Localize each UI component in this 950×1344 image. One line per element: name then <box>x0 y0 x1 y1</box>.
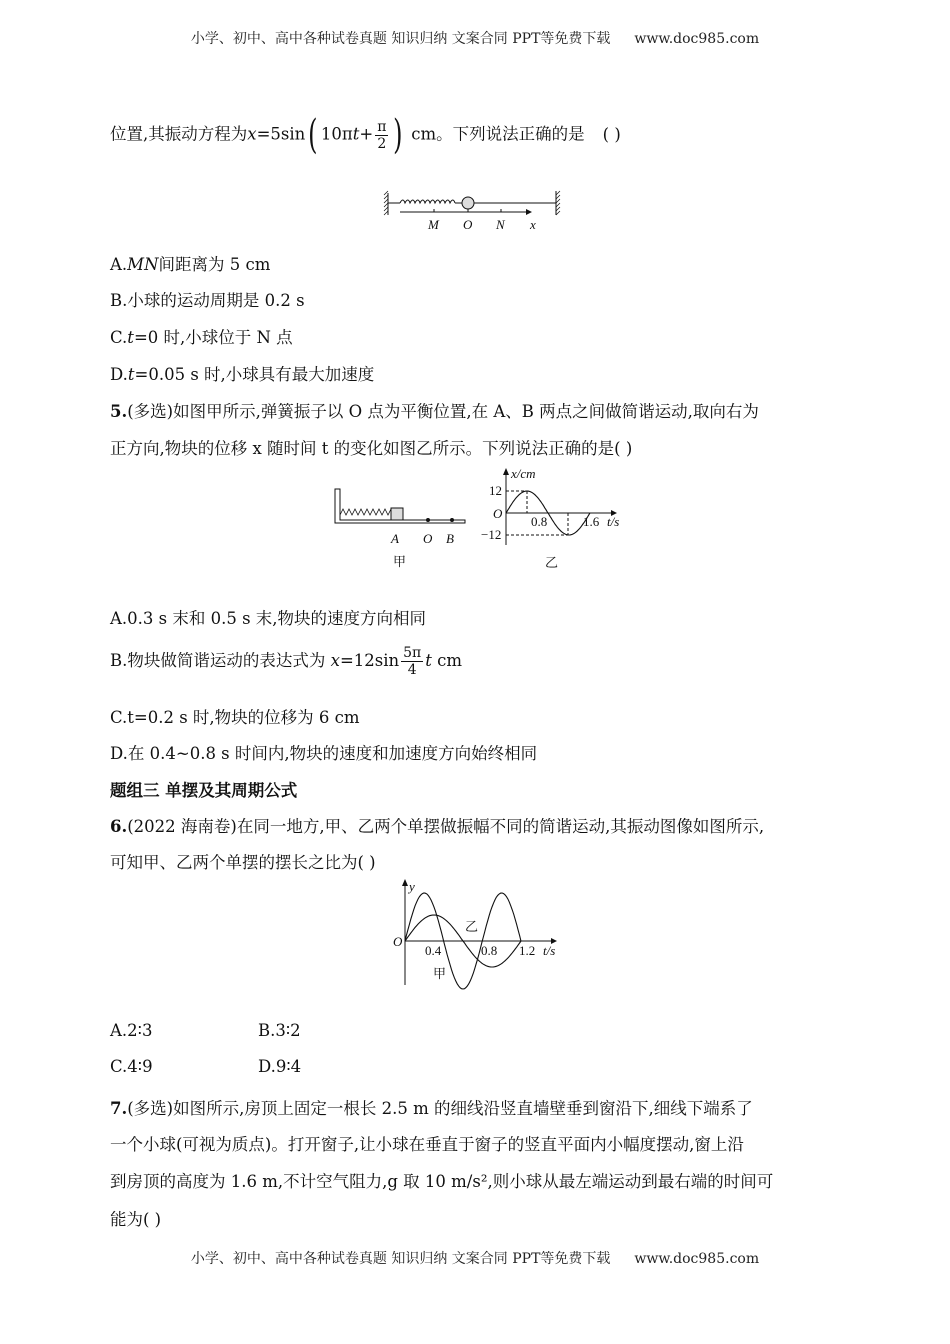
page-footer <box>0 1248 950 1268</box>
q4-option-b[interactable] <box>110 287 305 311</box>
var: t <box>127 365 135 384</box>
text: A. <box>110 255 128 274</box>
tick-0.8: 0.8 <box>531 514 548 529</box>
q5-figures <box>325 465 635 575</box>
origin-label: O <box>493 506 503 521</box>
x-axis-label: t/s <box>543 943 556 958</box>
question-number: 6. <box>110 817 128 836</box>
var: t <box>127 328 134 347</box>
label-N: N <box>496 217 505 232</box>
text: A.2∶3 <box>110 1021 153 1040</box>
numerator: π <box>377 118 387 135</box>
question-number: 5. <box>110 402 128 421</box>
var: t <box>352 124 360 144</box>
var: MN <box>127 255 159 274</box>
var: t <box>425 651 432 670</box>
fraction <box>401 645 423 678</box>
q6-line2 <box>110 849 376 873</box>
text: B.3∶2 <box>258 1021 301 1040</box>
text: D.9∶4 <box>258 1057 302 1076</box>
label-O: O <box>423 531 433 546</box>
text: A.0.3 s 末和 0.5 s 末,物块的速度方向相同 <box>110 609 427 628</box>
text: =12sin <box>339 651 400 670</box>
text: 到房顶的高度为 1.6 m,不计空气阻力,g 取 10 m/s²,则小球从最左端运动到最右端的时间可 <box>110 1172 774 1191</box>
numerator: 5π <box>403 645 422 661</box>
figure-yi-graph <box>481 466 619 570</box>
text: + <box>359 124 374 144</box>
text: (多选)如图所示,房顶上固定一根长 2.5 m 的细线沿竖直墙壁垂到窗沿下,细线下端系了 <box>127 1099 753 1118</box>
var: x <box>247 124 257 144</box>
q5-line2 <box>110 435 632 459</box>
y-axis-label: x/cm <box>511 466 536 481</box>
label-A: A <box>391 531 399 546</box>
q6-option-a[interactable] <box>110 1021 152 1040</box>
q7-line2 <box>110 1131 744 1155</box>
fraction <box>375 119 388 152</box>
footer-text: 小学、初中、高中各种试卷真题 知识归纳 文案合同 PPT等免费下载 <box>190 1251 611 1267</box>
text: =0.05 s 时,小球具有最大加速度 <box>134 365 375 384</box>
text: 能为( ) <box>110 1210 162 1229</box>
text: 可知甲、乙两个单摆的摆长之比为( ) <box>110 853 376 872</box>
text: (2022 海南卷)在同一地方,甲、乙两个单摆做振幅不同的简谐运动,其振动图像如图所示, <box>127 817 765 836</box>
tick-1.2: 1.2 <box>519 943 536 958</box>
q7-line1 <box>110 1095 753 1119</box>
tick-neg12: −12 <box>481 527 502 542</box>
text: =5sin <box>256 124 306 144</box>
q6-option-c[interactable] <box>110 1057 153 1076</box>
denominator: 4 <box>407 662 417 678</box>
header-text: 小学、初中、高中各种试卷真题 知识归纳 文案合同 PPT等免费下载 <box>190 31 611 47</box>
label-x: x <box>530 217 536 232</box>
label-O: O <box>463 217 473 232</box>
text: C.t=0.2 s 时,物块的位移为 6 cm <box>110 708 360 727</box>
q4-option-d[interactable] <box>110 361 374 385</box>
q5-option-b[interactable] <box>110 645 462 678</box>
text: (多选)如图甲所示,弹簧振子以 O 点为平衡位置,在 A、B 两点之间做简谐运动,取向右为 <box>127 402 759 421</box>
label-B: B <box>446 531 454 546</box>
denominator: 2 <box>377 135 387 152</box>
header-site[interactable]: www.doc985.com <box>634 31 760 47</box>
tick-1.6: 1.6 <box>583 514 600 529</box>
caption-yi: 乙 <box>545 555 559 570</box>
text: C. <box>110 328 128 347</box>
q4-option-a[interactable] <box>110 251 270 275</box>
q5-option-a[interactable] <box>110 605 426 629</box>
q5-option-c[interactable] <box>110 704 360 728</box>
label-M: M <box>428 217 439 232</box>
text: C.4∶9 <box>110 1057 153 1076</box>
text: 10π <box>320 124 353 144</box>
y-axis-label: y <box>409 879 415 894</box>
q6-option-b[interactable] <box>258 1021 301 1040</box>
text: D. <box>110 365 128 384</box>
text: cm。下列说法正确的是 <box>406 124 585 144</box>
tick-12: 12 <box>489 483 502 498</box>
tick-0.4: 0.4 <box>425 943 442 958</box>
text: 间距离为 5 cm <box>158 255 271 274</box>
origin-label: O <box>393 934 403 949</box>
q5-line1 <box>110 398 759 422</box>
figure-jia <box>335 489 465 569</box>
text: 一个小球(可视为质点)。打开窗子,让小球在垂直于窗子的竖直平面内小幅度摆动,窗上沿 <box>110 1135 744 1154</box>
q4-option-c[interactable] <box>110 324 293 348</box>
q5-option-d[interactable] <box>110 740 537 764</box>
footer-site[interactable]: www.doc985.com <box>634 1251 760 1267</box>
text: D.在 0.4~0.8 s 时间内,物块的速度和加速度方向始终相同 <box>110 744 538 763</box>
var: x <box>330 651 340 670</box>
q7-line4 <box>110 1206 161 1230</box>
text: 正方向,物块的位移 x 随时间 t 的变化如图乙所示。下列说法正确的是( ) <box>110 439 633 458</box>
text: B.小球的运动周期是 0.2 s <box>110 291 305 310</box>
spring-figure <box>380 185 580 235</box>
label-yi: 乙 <box>465 919 479 934</box>
caption-jia: 甲 <box>393 554 407 569</box>
text: =0 时,小球位于 N 点 <box>133 328 293 347</box>
q4-stem: 位置,其振动方程为x=5sin( 10πt+ $\frac{\pi}{2}$ ) cm。下列说法正确的是 ( ) <box>110 112 621 158</box>
q7-line3 <box>110 1168 773 1192</box>
x-axis-label: t/s <box>607 514 620 529</box>
text: 位置,其振动方程为 <box>110 124 248 144</box>
q6-option-d[interactable] <box>258 1057 301 1076</box>
answer-blank: ( ) <box>602 124 621 144</box>
q6-line1 <box>110 813 764 837</box>
q6-figure <box>385 875 575 990</box>
text: B.物块做简谐运动的表达式为 <box>110 651 331 670</box>
question-number: 7. <box>110 1099 128 1118</box>
label-jia: 甲 <box>433 966 447 981</box>
page-header <box>0 28 950 48</box>
text: cm <box>431 651 463 670</box>
section-heading: 题组三 单摆及其周期公式 <box>110 781 298 800</box>
tick-0.8: 0.8 <box>481 943 498 958</box>
